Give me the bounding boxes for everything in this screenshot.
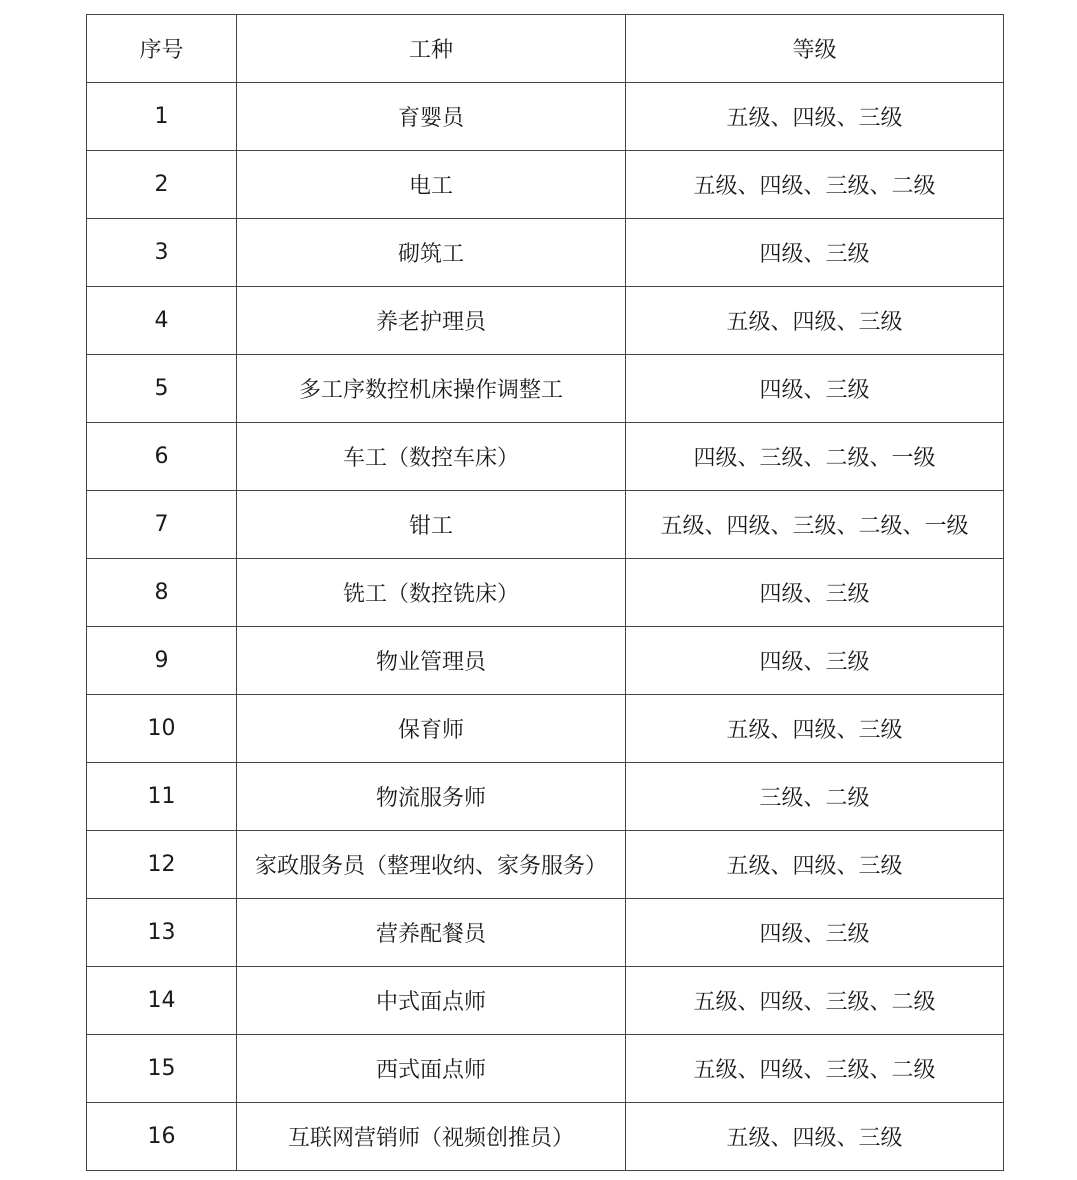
cell-index: 13: [87, 899, 237, 967]
cell-level: 五级、四级、三级: [626, 287, 1004, 355]
cell-level: 五级、四级、三级: [626, 83, 1004, 151]
cell-level: 四级、三级: [626, 219, 1004, 287]
cell-index: 3: [87, 219, 237, 287]
cell-occupation: 钳工: [237, 491, 626, 559]
cell-occupation: 多工序数控机床操作调整工: [237, 355, 626, 423]
table-row: [87, 627, 1004, 695]
cell-occupation: 互联网营销师（视频创推员）: [237, 1103, 626, 1171]
cell-level: 五级、四级、三级: [626, 1103, 1004, 1171]
cell-occupation: 车工（数控车床）: [237, 423, 626, 491]
table-row: [87, 831, 1004, 899]
cell-occupation: 保育师: [237, 695, 626, 763]
cell-level: 五级、四级、三级、二级: [626, 151, 1004, 219]
cell-occupation: 铣工（数控铣床）: [237, 559, 626, 627]
cell-level: 三级、二级: [626, 763, 1004, 831]
cell-index: 4: [87, 287, 237, 355]
cell-index: 9: [87, 627, 237, 695]
cell-level: 五级、四级、三级: [626, 695, 1004, 763]
cell-level: 四级、三级: [626, 627, 1004, 695]
cell-occupation: 育婴员: [237, 83, 626, 151]
cell-index: 12: [87, 831, 237, 899]
table-row: [87, 219, 1004, 287]
cell-level: 四级、三级: [626, 559, 1004, 627]
cell-occupation: 养老护理员: [237, 287, 626, 355]
occupation-level-table: [86, 14, 1004, 1171]
cell-level: 四级、三级: [626, 899, 1004, 967]
table-row: [87, 423, 1004, 491]
cell-occupation: 中式面点师: [237, 967, 626, 1035]
cell-occupation: 西式面点师: [237, 1035, 626, 1103]
table-row: [87, 287, 1004, 355]
cell-occupation: 电工: [237, 151, 626, 219]
cell-index: 10: [87, 695, 237, 763]
cell-index: 8: [87, 559, 237, 627]
cell-level: 四级、三级、二级、一级: [626, 423, 1004, 491]
cell-index: 14: [87, 967, 237, 1035]
cell-index: 7: [87, 491, 237, 559]
table-row: [87, 83, 1004, 151]
cell-index: 2: [87, 151, 237, 219]
cell-level: 五级、四级、三级: [626, 831, 1004, 899]
table-row: [87, 491, 1004, 559]
cell-occupation: 家政服务员（整理收纳、家务服务）: [237, 831, 626, 899]
cell-index: 15: [87, 1035, 237, 1103]
cell-index: 5: [87, 355, 237, 423]
cell-occupation: 砌筑工: [237, 219, 626, 287]
table-row: [87, 559, 1004, 627]
cell-index: 16: [87, 1103, 237, 1171]
cell-occupation: 物业管理员: [237, 627, 626, 695]
header-row: [87, 15, 1004, 83]
cell-level: 五级、四级、三级、二级: [626, 1035, 1004, 1103]
table-row: [87, 355, 1004, 423]
table-header: [87, 15, 1004, 83]
table-row: [87, 1103, 1004, 1171]
table-row: [87, 695, 1004, 763]
header-index: 序号: [87, 15, 237, 83]
cell-occupation: 物流服务师: [237, 763, 626, 831]
table-row: [87, 151, 1004, 219]
cell-occupation: 营养配餐员: [237, 899, 626, 967]
cell-level: 五级、四级、三级、二级、一级: [626, 491, 1004, 559]
table-row: [87, 1035, 1004, 1103]
header-occupation: 工种: [237, 15, 626, 83]
cell-level: 四级、三级: [626, 355, 1004, 423]
cell-level: 五级、四级、三级、二级: [626, 967, 1004, 1035]
cell-index: 6: [87, 423, 237, 491]
table-row: [87, 899, 1004, 967]
cell-index: 11: [87, 763, 237, 831]
table-body: [87, 83, 1004, 1171]
table-row: [87, 763, 1004, 831]
cell-index: 1: [87, 83, 237, 151]
header-level: 等级: [626, 15, 1004, 83]
table-row: [87, 967, 1004, 1035]
